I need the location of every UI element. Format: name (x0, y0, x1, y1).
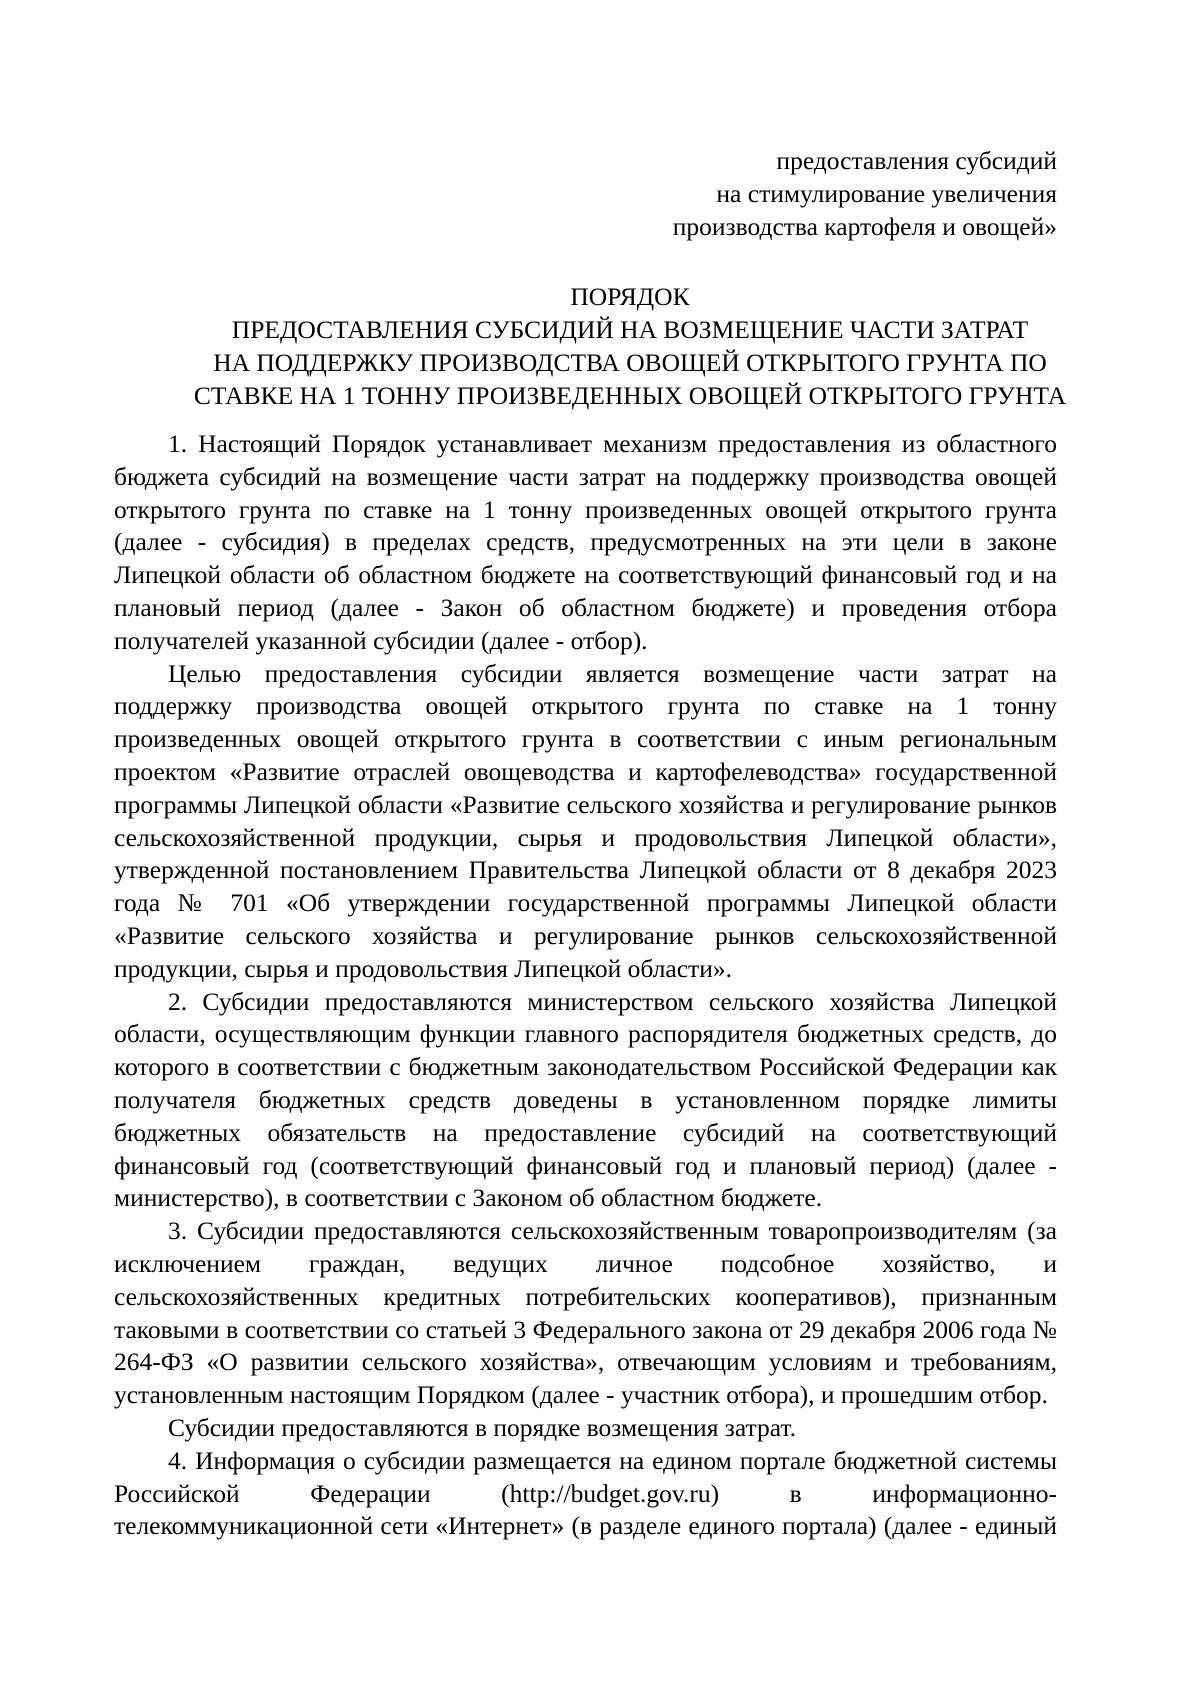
title-line: ПРЕДОСТАВЛЕНИЯ СУБСИДИЙ НА ВОЗМЕЩЕНИЕ ЧАСТИ ЗАТРАТ (231, 315, 1029, 344)
header-line: предоставления субсидий (776, 146, 1057, 175)
title-line: ПОРЯДОК (570, 282, 690, 311)
paragraph-3: 3. Субсидии предоставляются сельскохозяйственным товаропроизводителям (за исключением граждан, ведущих личное подсобное хозяйство, и сельскохозяйственных кредитных потребительских кооперативов), признанным таковыми в соответствии со статьей 3 Федерального закона от 29 декабря 2006 года № 264-ФЗ «О развитии сельского хозяйства», отвечающим условиям и требованиям, установленным настоящим Порядком (далее - участник отбора), и прошедшим отбор. (114, 1216, 1057, 1410)
header-line: на стимулирование увеличения (716, 179, 1057, 208)
paragraph-2: 2. Субсидии предоставляются министерством сельского хозяйства Липецкой области, осуществляющим функции главного распорядителя бюджетных средств, до которого в соответствии с бюджетным законодательством Российской Федерации как получателя бюджетных средств доведены в установленном порядке лимиты бюджетных обязательств на предоставление субсидий на соответствующий финансовый год (соответствующий финансовый год и плановый период) (далее - министерство), в соответствии с Законом об областном бюджете. (114, 986, 1057, 1213)
title-line: НА ПОДДЕРЖКУ ПРОИЗВОДСТВА ОВОЩЕЙ ОТКРЫТОГО ГРУНТА ПО (213, 348, 1047, 377)
title-line: СТАВКЕ НА 1 ТОННУ ПРОИЗВЕДЕННЫХ ОВОЩЕЙ ОТКРЫТОГО ГРУНТА (193, 381, 1067, 410)
paragraph-goal: Целью предоставления субсидии является возмещение части затрат на поддержку производства овощей открытого грунта по ставке на 1 тонну произведенных овощей открытого грунта в соответствии с иным региональным проектом «Развитие отраслей овощеводства и картофелеводства» государственной программы Липецкой области «Развитие сельского хозяйства и регулирование рынков сельскохозяйственной продукции, сырья и продовольствия Липецкой области», утвержденной постановлением Правительства Липецкой области от 8 декабря 2023 года № 701 «Об утверждении государственной программы Липецкой области «Развитие сельского хозяйства и регулирование рынков сельскохозяйственной продукции, сырья и продовольствия Липецкой области». (114, 658, 1057, 983)
paragraph-4: 4. Информация о субсидии размещается на едином портале бюджетной системы Российской Федерации (http://budget.gov.ru) в информационно-телекоммуникационной сети «Интернет» (в разделе единого портала) (далее - единый (114, 1445, 1057, 1541)
paragraph-1: 1. Настоящий Порядок устанавливает механизм предоставления из областного бюджета субсидий на возмещение части затрат на поддержку производства овощей открытого грунта по ставке на 1 тонну произведенных овощей открытого грунта (далее - субсидия) в пределах средств, предусмотренных на эти цели в законе Липецкой области об областном бюджете на соответствующий финансовый год и на плановый период (далее - Закон об областном бюджете) и проведения отбора получателей указанной субсидии (далее - отбор). (114, 429, 1057, 655)
document-body (114, 428, 1057, 1543)
document-title (110, 280, 1150, 412)
header-line: производства картофеля и овощей» (672, 212, 1057, 241)
appendix-header (537, 144, 1057, 243)
paragraph-reimbursement: Субсидии предоставляются в порядке возмещения затрат. (168, 1412, 796, 1442)
